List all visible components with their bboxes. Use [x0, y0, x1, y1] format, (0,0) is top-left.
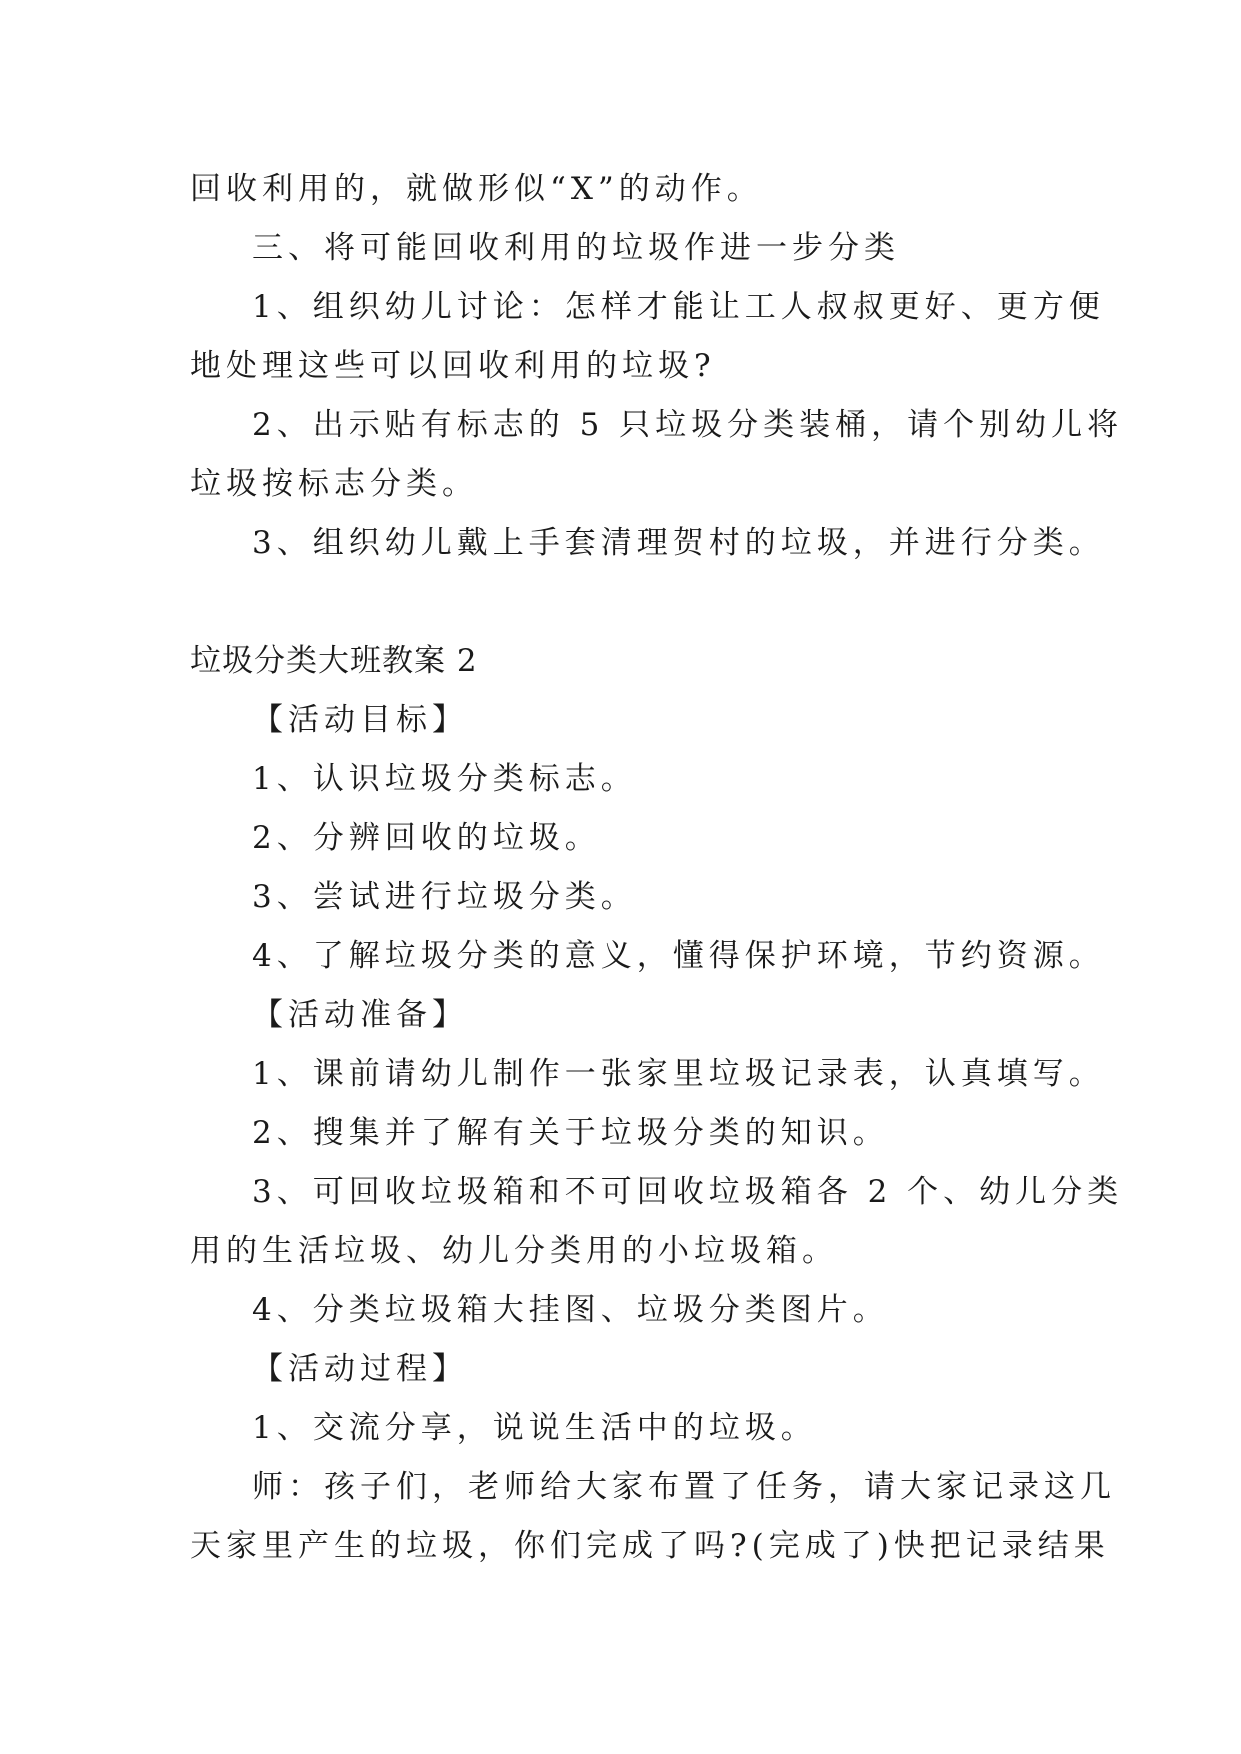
list-item: 2、搜集并了解有关于垃圾分类的知识。 [252, 1115, 889, 1151]
paragraph-line: 1、组织幼儿讨论：怎样才能让工人叔叔更好、更方便 [252, 289, 1105, 325]
section-heading: 三、将可能回收利用的垃圾作进一步分类 [252, 230, 900, 266]
list-item: 4、了解垃圾分类的意义，懂得保护环境，节约资源。 [252, 938, 1105, 974]
list-item: 1、认识垃圾分类标志。 [252, 761, 637, 797]
list-item: 3、可回收垃圾箱和不可回收垃圾箱各 2 个、幼儿分类 [252, 1174, 1124, 1210]
paragraph-line: 天家里产生的垃圾，你们完成了吗?(完成了)快把记录结果 [190, 1528, 1110, 1564]
section-heading: 【活动过程】 [252, 1351, 468, 1387]
paragraph-line: 2、出示贴有标志的 5 只垃圾分类装桶，请个别幼儿将 [252, 407, 1124, 443]
paragraph-line: 垃圾按标志分类。 [190, 466, 478, 502]
list-item: 2、分辨回收的垃圾。 [252, 820, 601, 856]
list-item: 1、课前请幼儿制作一张家里垃圾记录表，认真填写。 [252, 1056, 1105, 1092]
paragraph-line: 师：孩子们，老师给大家布置了任务，请大家记录这几 [252, 1469, 1116, 1505]
document-page [190, 160, 1124, 1576]
paragraph-line: 3、组织幼儿戴上手套清理贺村的垃圾，并进行分类。 [252, 525, 1105, 561]
section-heading: 【活动准备】 [252, 997, 468, 1033]
paragraph-line: 用的生活垃圾、幼儿分类用的小垃圾箱。 [190, 1233, 838, 1269]
list-item: 3、尝试进行垃圾分类。 [252, 879, 637, 915]
list-item: 1、交流分享，说说生活中的垃圾。 [252, 1410, 817, 1446]
section-heading: 【活动目标】 [252, 702, 468, 738]
blank-line [190, 573, 1060, 632]
document-title: 垃圾分类大班教案 2 [190, 643, 478, 679]
paragraph-line: 回收利用的，就做形似“X”的动作。 [190, 171, 763, 207]
paragraph-line: 地处理这些可以回收利用的垃圾? [190, 348, 716, 384]
list-item: 4、分类垃圾箱大挂图、垃圾分类图片。 [252, 1292, 889, 1328]
